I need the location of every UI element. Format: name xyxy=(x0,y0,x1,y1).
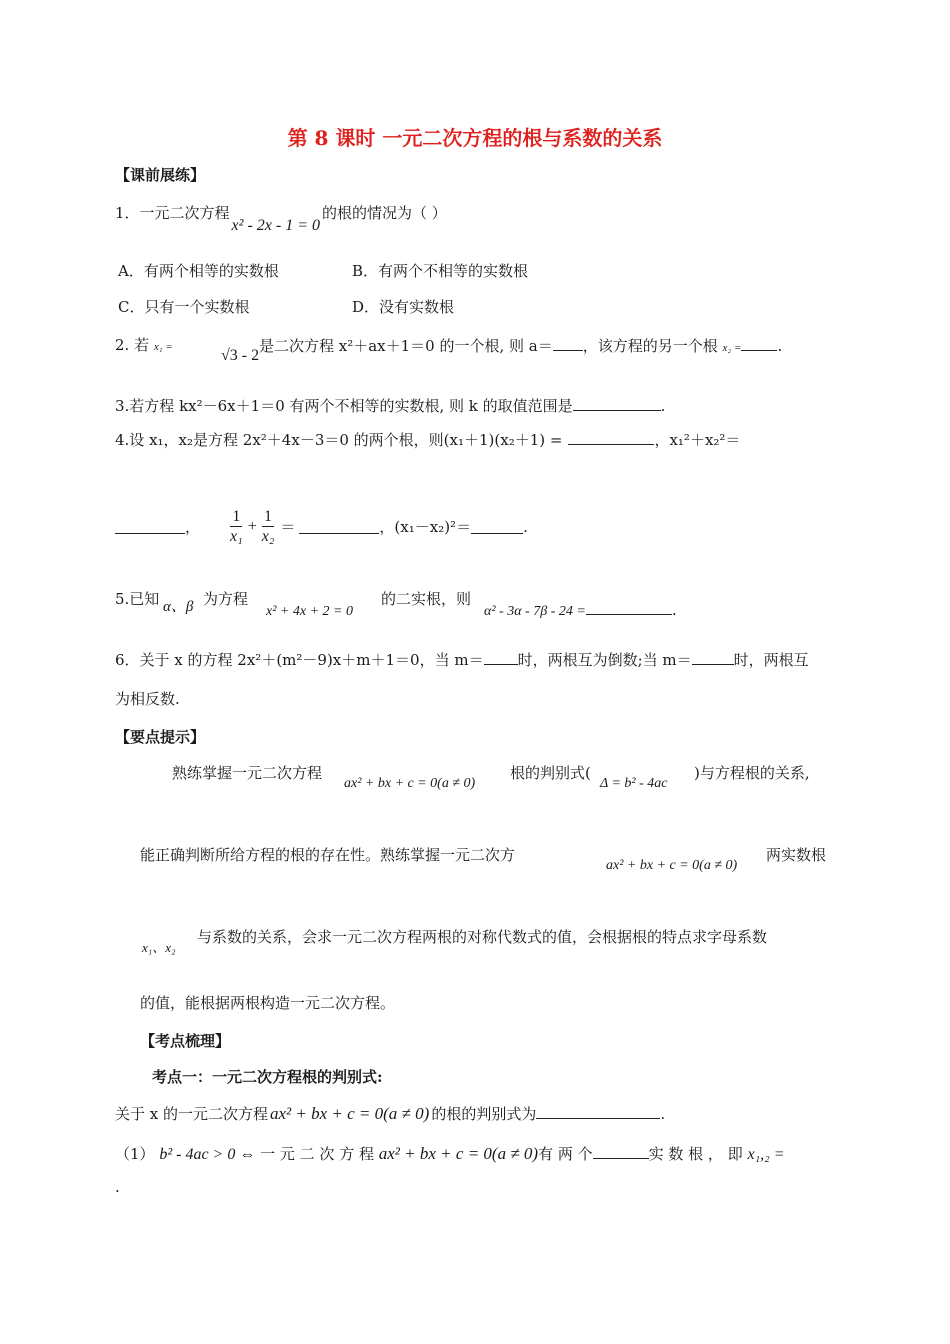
q6-line2: 为相反数. xyxy=(115,690,180,708)
q4-fraction-2 xyxy=(260,508,277,546)
tips-eq2: ax² + bx + c = 0(a ≠ 0) xyxy=(606,858,738,873)
kp1-l2d: 实 数 根 ， 即 xyxy=(648,1145,743,1163)
tips-eq1: ax² + bx + c = 0(a ≠ 0) xyxy=(344,776,476,791)
q4-frac1-num: 1 xyxy=(232,508,241,525)
kp1-x12: x₁,₂ = xyxy=(747,1146,785,1163)
q4-frac2-den: x₂ xyxy=(261,527,275,545)
q3-text: 3.若方程 kx²－6x＋1＝0 有两个不相等的实数根, 则 k 的取值范围是 xyxy=(115,397,573,415)
q2-body xyxy=(259,336,782,355)
section-preview: 【课前展练】 xyxy=(115,166,206,184)
kp1-line2 xyxy=(115,1144,785,1164)
q1-option-c: C．只有一个实数根 xyxy=(118,298,250,316)
kp1-heading: 考点一：一元二次方程根的判别式: xyxy=(152,1068,383,1086)
q4-blank-reciprocal[interactable] xyxy=(299,519,379,534)
q6-line1b: 时，两根互为倒数;当 m＝ xyxy=(517,651,692,669)
q2-x1: x₁ = xyxy=(153,341,173,353)
question-3 xyxy=(115,396,665,415)
kp1-l2b: 一 元 二 次 方 程 xyxy=(260,1145,374,1163)
q4-equals: ＝ xyxy=(280,517,296,536)
kp1-blank-discriminant[interactable] xyxy=(536,1104,660,1119)
q2-x2: x₂ = xyxy=(722,342,742,354)
tips-line2a: 能正确判断所给方程的根的存在性。熟练掌握一元二次方 xyxy=(140,846,516,864)
tips-line3: 与系数的关系，会求一元二次方程两根的对称代数式的值，会根据根的特点求字母系数 xyxy=(197,928,768,946)
question-6 xyxy=(115,650,809,669)
q4-frac2-num: 1 xyxy=(264,508,273,525)
tips-delta: Δ = b² - 4ac xyxy=(600,776,668,791)
q3-blank[interactable] xyxy=(573,396,661,411)
q5-vars: α、β xyxy=(163,599,194,615)
q6-blank-2[interactable] xyxy=(692,650,734,665)
kp1-condition: b² - 4ac > 0 ⇔ xyxy=(159,1146,256,1163)
question-1 xyxy=(115,204,447,234)
q1-option-d: D．没有实数根 xyxy=(352,298,455,316)
q4-end: . xyxy=(523,517,528,536)
tips-roots: x₁、x₂ xyxy=(142,940,176,955)
q2-blank-a[interactable] xyxy=(553,336,583,351)
q1-equation: x² - 2x - 1 = 0 xyxy=(231,217,320,234)
kp1-line1b: 的根的判别式为 xyxy=(431,1105,537,1123)
q2-blank-x2[interactable] xyxy=(741,336,777,351)
q2-end: . xyxy=(777,337,783,355)
section-review: 【考点梳理】 xyxy=(140,1032,231,1050)
q4-sq: ，x₁²＋x₂²＝ xyxy=(654,431,741,449)
kp1-end: . xyxy=(660,1105,666,1123)
tips-line1a: 熟练掌握一元二次方程 xyxy=(172,764,323,782)
tips-line1b: 根的判别式( xyxy=(510,764,591,782)
question-2 xyxy=(115,336,173,354)
kp1-l2c: 有 两 个 xyxy=(538,1145,593,1163)
q4-line2 xyxy=(115,508,528,546)
kp1-line1 xyxy=(115,1104,665,1124)
q4-plus: + xyxy=(247,518,257,536)
q1-suffix: 的根的情况为（ ） xyxy=(322,204,447,222)
q4-comma: ， xyxy=(185,517,201,536)
q5-tail xyxy=(484,600,677,621)
q5-prefix: 5.已知 xyxy=(115,590,160,608)
section-tips: 【要点提示】 xyxy=(115,728,206,746)
kp1-equation-2: ax² + bx + c = 0(a ≠ 0) xyxy=(378,1144,539,1163)
tips-line2b: 两实数根 xyxy=(766,846,827,864)
q5-expression: α² - 3α - 7β - 24 = xyxy=(484,604,586,619)
kp1-equation: ax² + bx + c = 0(a ≠ 0) xyxy=(270,1104,430,1123)
q2-prefix: 2. 若 xyxy=(115,336,150,354)
q4-blank-sumsq[interactable] xyxy=(115,519,185,534)
q4-blank-diff[interactable] xyxy=(471,519,523,534)
q5-mid2: 的二实根，则 xyxy=(381,590,472,608)
kp1-line1a: 关于 x 的一元二次方程 xyxy=(115,1105,268,1123)
q4-fraction-1 xyxy=(228,508,245,546)
kp1-blank-count[interactable] xyxy=(593,1144,649,1159)
q5-mid: 为方程 xyxy=(203,590,249,608)
tips-line4: 的值，能根据两根构造一元二次方程。 xyxy=(140,994,396,1012)
q5-equation: x² + 4x + 2 = 0 xyxy=(266,604,353,619)
q1-option-b: B．有两个不相等的实数根 xyxy=(352,262,529,280)
tips-line1c: )与方程根的关系, xyxy=(694,764,810,782)
q3-end: . xyxy=(660,397,666,415)
q4-blank-product[interactable] xyxy=(568,430,654,445)
q4-line1: 4.设 x₁，x₂是方程 2x²＋4x－3＝0 的两个根，则(x₁＋1)(x₂＋1) = xyxy=(115,431,563,449)
q6-line1c: 时，两根互 xyxy=(733,651,809,669)
page-title: 第 8 课时 一元二次方程的根与系数的关系 xyxy=(287,126,663,150)
question-4 xyxy=(115,430,740,449)
q6-blank-1[interactable] xyxy=(484,650,518,665)
q5-end: . xyxy=(671,601,677,619)
q2-root: √3 - 2 xyxy=(221,347,260,364)
q4-frac1-den: x₁ xyxy=(230,527,243,545)
q5-blank[interactable] xyxy=(586,600,672,615)
q1-prefix: 1．一元二次方程 xyxy=(115,204,230,222)
q4-diff: ，(x₁－x₂)²＝ xyxy=(379,517,472,536)
kp1-dot: . xyxy=(115,1178,120,1196)
q2-mid: 是二次方程 x²＋ax＋1＝0 的一个根, 则 a＝ xyxy=(259,337,553,355)
q1-option-a: A．有两个相等的实数根 xyxy=(118,262,279,280)
q2-mid2: ，该方程的另一个根 xyxy=(582,337,718,355)
q6-line1a: 6．关于 x 的方程 2x²＋(m²－9)x＋m＋1＝0，当 m＝ xyxy=(115,651,484,669)
kp1-l2a: （1） xyxy=(115,1145,155,1163)
